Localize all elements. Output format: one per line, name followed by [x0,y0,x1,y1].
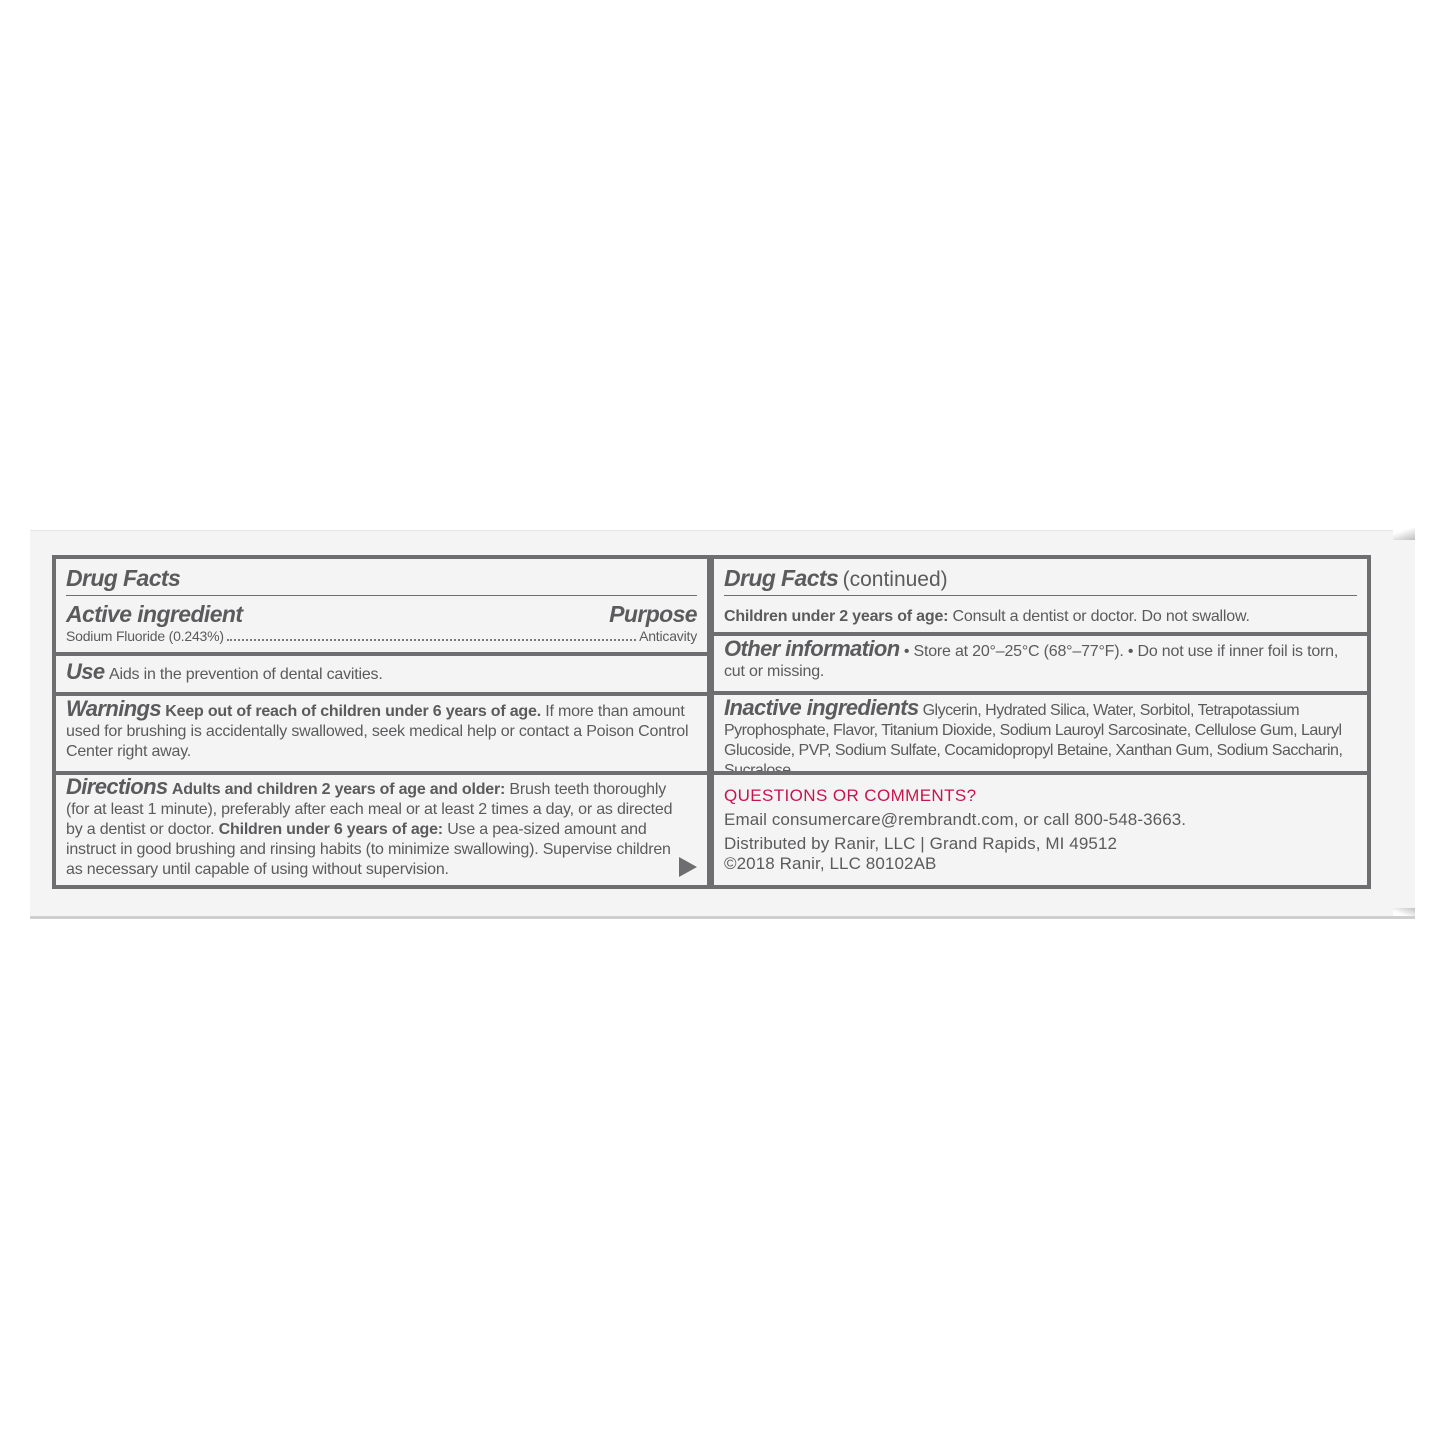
use-section [56,659,707,685]
warnings-heading: Warnings [66,696,162,721]
drug-facts-title: Drug Facts [66,565,181,591]
purpose-value: Anticavity [639,628,697,644]
directions-heading: Directions [66,774,168,799]
questions-heading: QUESTIONS OR COMMENTS? [724,786,977,805]
use-text: Aids in the prevention of dental cavities. [109,666,383,683]
section-divider [56,652,707,656]
drug-facts-title-section [56,565,707,592]
use-heading: Use [66,659,105,684]
inactive-ingredients-section [714,695,1367,781]
directions-child-text: Use a pea-sized amount and instruct in good brushing and rinsing habits (to minimize swallowing). Supervise children as necessary until capable of using without supervision. [66,821,671,878]
purpose-heading: Purpose [609,601,697,627]
drug-facts-continued-panel [710,555,1371,889]
drug-facts-panel [52,555,711,889]
children-under-2-text: Consult a dentist or doctor. Do not swallow. [952,608,1250,625]
warnings-section [56,696,707,762]
directions-adult-bold: Adults and children 2 years of age and older: [171,781,506,798]
children-under-2-bold: Children under 2 years of age: [724,608,949,625]
inactive-ingredients-text: Glycerin, Hydrated Silica, Water, Sorbitol, Tetrapotassium Pyrophosphate, Flavor, Titanium Dioxide, Sodium Lauroyl Sarcosinate, Cellulose Gum, Lauryl Glucoside, PVP, Sodium Sulfate, Cocamidopropyl Betaine, Xanthan Gum, Sodium Saccharin, [724,702,1343,759]
continued-label: (continued) [842,568,948,591]
warnings-bold-text: Keep out of reach of children under 6 years of age. [165,703,541,720]
active-ingredient-name: Sodium Fluoride (0.243%) [66,628,224,644]
contact-section [714,784,1367,876]
other-information-section [714,636,1367,682]
dot-leader [227,639,636,641]
carton-flap-top [1393,528,1415,540]
active-ingredient-section [56,601,707,645]
title-rule [724,595,1357,596]
directions-section [56,774,707,880]
warnings-text: If more than amount used for brushing is accidentally swallowed, seek medical help or contact a Poison Control Center right away. [66,703,689,760]
other-information-text: • Store at 20°–25°C (68°–77°F). • Do not use if inner foil is torn, cut or missing. [724,643,1339,680]
inactive-ingredients-heading: Inactive ingredients [724,695,919,720]
contact-email-line: Email consumercare@rembrandt.com, or call 800-548-3663. [724,810,1187,829]
distributor-line: Distributed by Ranir, LLC | Grand Rapids, MI 49512 [724,834,1118,853]
copyright-line: ©2018 Ranir, LLC 80102AB [724,854,937,873]
drug-facts-continued-title: Drug Facts [724,565,839,591]
active-ingredient-heading: Active ingredient [66,601,243,627]
directions-child-bold: Children under 6 years of age: [218,821,443,838]
title-rule [66,595,697,596]
directions-adult-text: Brush teeth thoroughly (for at least 1 minute), preferably after each meal or at least 2 times a day, or as directed by a dentist or doctor. [66,781,673,838]
triangle-right-icon [679,857,697,877]
children-under-2-section [714,607,1367,627]
section-divider [714,771,1367,775]
drug-facts-continued-title-section [714,565,1367,592]
other-information-heading: Other information [724,636,900,661]
carton-flap-bottom [1393,908,1415,916]
